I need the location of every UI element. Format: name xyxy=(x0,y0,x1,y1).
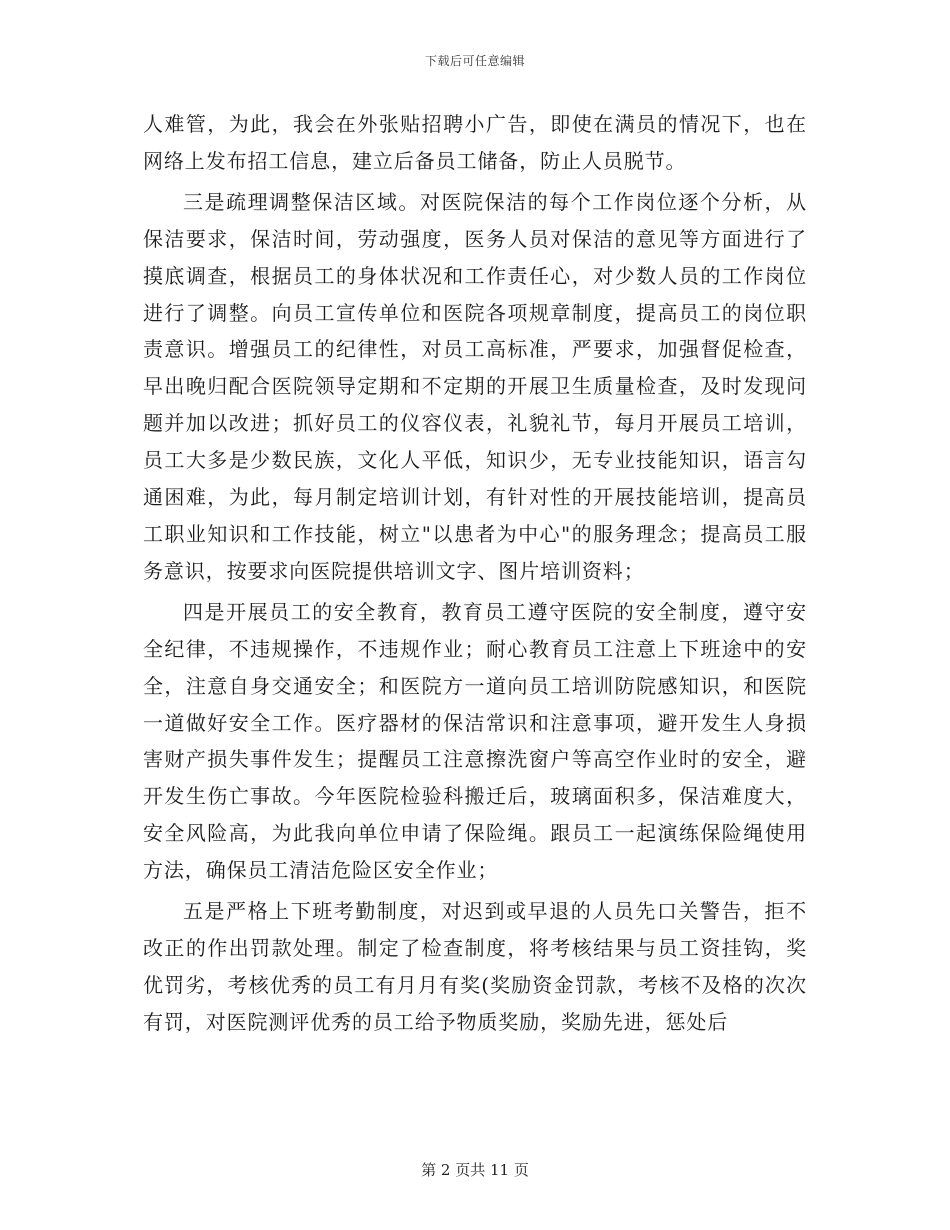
page-number: 第 2 页共 11 页 xyxy=(421,1161,529,1179)
paragraph-cleaning-areas: 三是疏理调整保洁区域。对医院保洁的每个工作岗位逐个分析，从保洁要求，保洁时间，劳动强度，医务人员对保洁的意见等方面进行了摸底调查，根据员工的身体状况和工作责任心，对少数人员的工作岗位进行了调整。向员工宣传单位和医院各项规章制度，提高员工的岗位职责意识。增强员工的纪律性，对员工高标准，严要求，加强督促检查，早出晚归配合医院领导定期和不定期的开展卫生质量检查，及时发现问题并加以改进；抓好员工的仪容仪表，礼貌礼节，每月开展员工培训，员工大多是少数民族，文化人平低，知识少，无专业技能知识，语言勾通困难，为此，每月制定培训计划，有针对性的开展技能培训，提高员工职业知识和工作技能，树立"以患者为中心"的服务理念；提高员工服务意识，按要求向医院提供培训文字、图片培训资料； xyxy=(143,189,807,583)
document-body xyxy=(143,106,807,1041)
paragraph-safety-education: 四是开展员工的安全教育，教育员工遵守医院的安全制度，遵守安全纪律，不违规操作，不违规作业；耐心教育员工注意上下班途中的安全，注意自身交通安全；和医院方一道向员工培训防院感知识，和医院一道做好安全工作。医疗器材的保洁常识和注意事项，避开发生人身损害财产损失事件发生；提醒员工注意擦洗窗户等高空作业时的安全，避开发生伤亡事故。今年医院检验科搬迁后，玻璃面积多，保洁难度大，安全风险高，为此我向单位申请了保险绳。跟员工一起演练保险绳使用方法，确保员工清洁危险区安全作业； xyxy=(143,599,807,883)
page-header: 下载后可任意编辑 xyxy=(424,54,525,68)
paragraph-continuation: 人难管，为此，我会在外张贴招聘小广告，即使在满员的情况下，也在网络上发布招工信息，建立后备员工储备，防止人员脱节。 xyxy=(143,112,807,173)
paragraph-attendance: 五是严格上下班考勤制度，对迟到或早退的人员先口关警告，拒不改正的作出罚款处理。制定了检查制度，将考核结果与员工资挂钩，奖优罚劣，考核优秀的员工有月月有奖(奖励资金罚款，考核不及格的次次有罚，对医院测评优秀的员工给予物质奖励，奖励先进，惩处后 xyxy=(143,899,807,1034)
